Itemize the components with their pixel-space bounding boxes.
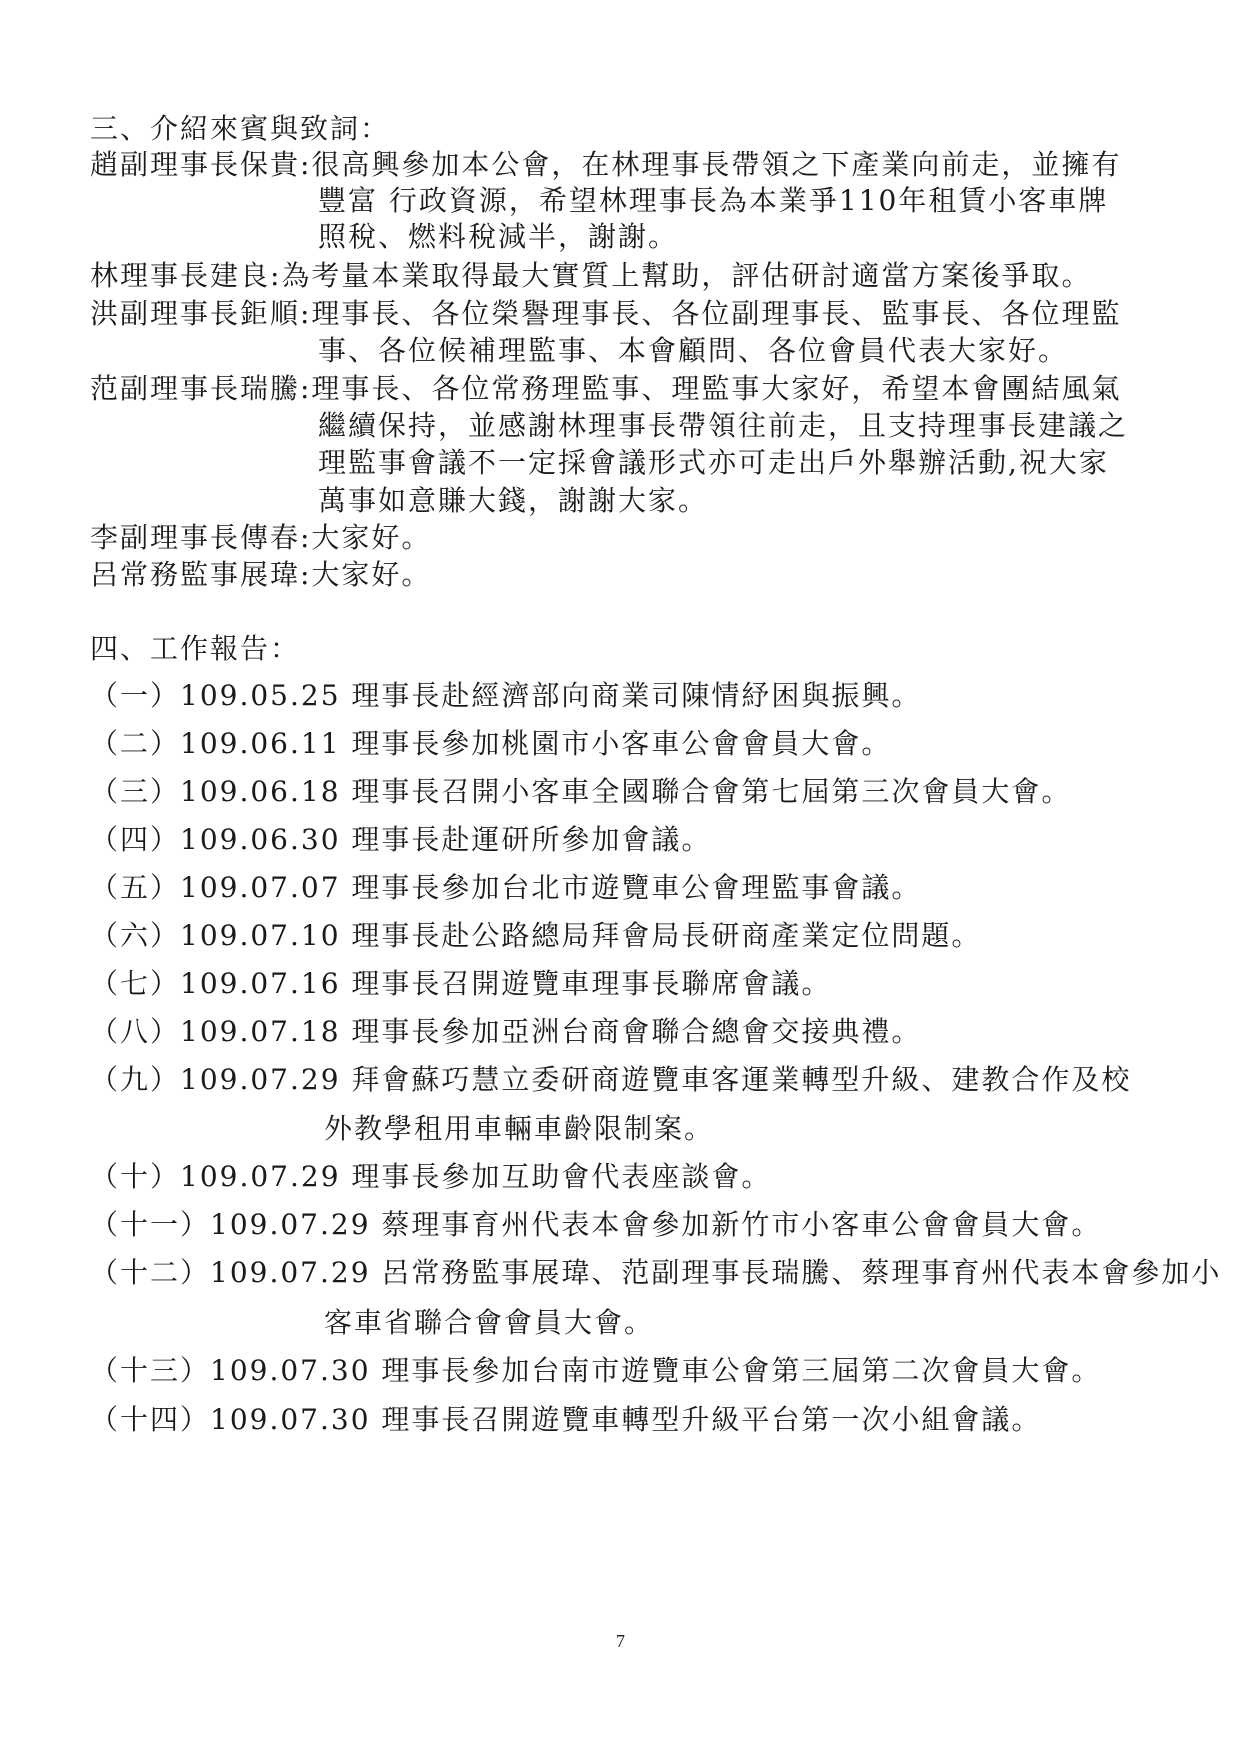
speech-continuation: 理監事會議不一定採會議形式亦可走出戶外舉辦活動,祝大家 [318,446,1109,479]
speech-line: 趙副理事長保貴:很高興參加本公會，在林理事長帶領之下產業向前走，並擁有 [90,148,1122,181]
speech-continuation: 照稅、燃料稅減半，謝謝。 [318,220,679,253]
report-item: （十一）109.07.29 蔡理事育州代表本會參加新竹市小客車公會會員大會。 [90,1208,1102,1241]
report-item: （十）109.07.29 理事長參加互助會代表座談會。 [90,1160,772,1193]
report-item: （八）109.07.18 理事長參加亞洲台商會聯合總會交接典禮。 [90,1015,922,1048]
report-item: （十二）109.07.29 呂常務監事展瑋、范副理事長瑞騰、蔡理事育州代表本會參加小 [90,1256,1222,1289]
speech-line: 范副理事長瑞騰:理事長、各位常務理監事、理監事大家好，希望本會團結風氣 [90,372,1122,405]
report-item: （三）109.06.18 理事長召開小客車全國聯合會第七屆第三次會員大會。 [90,775,1072,808]
report-item: （四）109.06.30 理事長赴運研所參加會議。 [90,823,712,856]
section-heading-guests: 三、介紹來賓與致詞： [90,112,391,145]
page-number: 7 [616,1631,625,1651]
speech-line: 呂常務監事展瑋:大家好。 [90,558,432,591]
report-item-continuation: 外教學租用車輛車齡限制案。 [324,1112,715,1145]
report-item: （六）109.07.10 理事長赴公路總局拜會局長研商產業定位問題。 [90,919,982,952]
report-item: （九）109.07.29 拜會蘇巧慧立委研商遊覽車客運業轉型升級、建教合作及校 [90,1063,1132,1096]
speech-continuation: 萬事如意賺大錢，謝謝大家。 [318,484,709,517]
speech-line: 林理事長建良:為考量本業取得最大實質上幫助，評估研討適當方案後爭取。 [90,259,1092,292]
report-item: （十四）109.07.30 理事長召開遊覽車轉型升級平台第一次小組會議。 [90,1403,1042,1436]
report-item: （七）109.07.16 理事長召開遊覽車理事長聯席會議。 [90,967,832,1000]
report-item-continuation: 客車省聯合會會員大會。 [324,1306,655,1339]
section-heading-work-report: 四、工作報告： [90,632,301,665]
report-item: （五）109.07.07 理事長參加台北市遊覽車公會理監事會議。 [90,871,922,904]
speech-continuation: 豐富 行政資源，希望林理事長為本業爭110年租賃小客車牌 [318,184,1109,217]
report-item: （一）109.05.25 理事長赴經濟部向商業司陳情紓困與振興。 [90,679,922,712]
speech-line: 洪副理事長鉅順:理事長、各位榮譽理事長、各位副理事長、監事長、各位理監 [90,297,1122,330]
report-item: （十三）109.07.30 理事長參加台南市遊覽車公會第三屆第二次會員大會。 [90,1354,1102,1387]
report-item: （二）109.06.11 理事長參加桃園市小客車公會會員大會。 [90,727,892,760]
speech-line: 李副理事長傳春:大家好。 [90,521,432,554]
speech-continuation: 事、各位候補理監事、本會顧問、各位會員代表大家好。 [318,334,1069,367]
speech-continuation: 繼續保持，並感謝林理事長帶領往前走，且支持理事長建議之 [318,409,1129,442]
